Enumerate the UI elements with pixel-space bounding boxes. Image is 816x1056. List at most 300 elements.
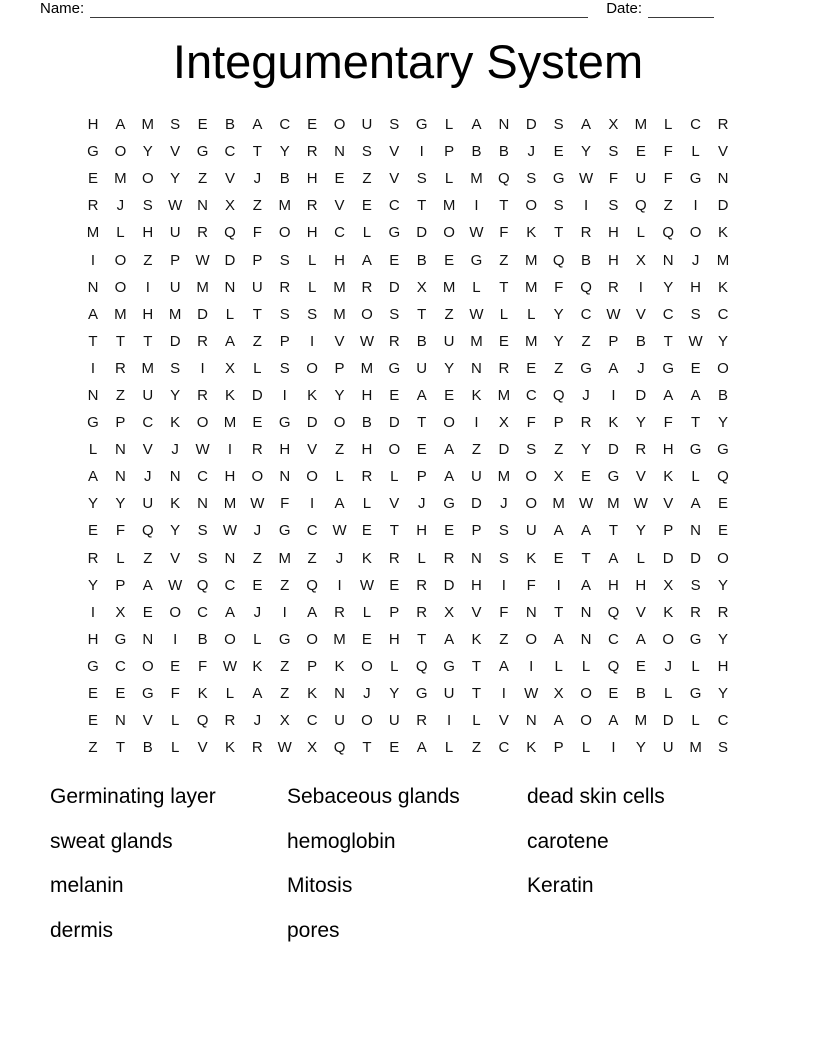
grid-cell: Y [444, 359, 455, 377]
word-list-item: Sebaceous glands [287, 785, 460, 809]
grid-cell: Z [499, 251, 509, 269]
grid-cell: E [252, 576, 263, 594]
grid-cell: T [143, 332, 153, 350]
grid-cell: U [169, 224, 181, 242]
grid-cell: X [115, 603, 126, 621]
grid-cell: Y [635, 739, 646, 757]
grid-cell: O [662, 630, 675, 648]
grid-cell: G [388, 359, 401, 377]
grid-cell: I [474, 414, 479, 432]
grid-cell: E [444, 386, 455, 404]
grid-cell: L [691, 468, 700, 486]
grid-cell: B [416, 332, 427, 350]
grid-cell: E [307, 116, 318, 134]
grid-cell: O [141, 657, 154, 675]
grid-cell: M [497, 386, 511, 404]
grid-cell: L [472, 278, 481, 296]
grid-cell: S [361, 143, 372, 161]
grid-cell: R [498, 359, 510, 377]
grid-cell: N [142, 630, 154, 648]
grid-cell: A [581, 576, 592, 594]
grid-cell: T [362, 739, 372, 757]
grid-cell: Y [88, 576, 99, 594]
grid-cell: M [716, 251, 730, 269]
grid-cell: K [717, 224, 728, 242]
grid-cell: R [416, 712, 428, 730]
grid-cell: O [114, 143, 127, 161]
grid-cell: J [253, 712, 262, 730]
grid-cell: I [638, 278, 643, 296]
grid-cell: G [87, 143, 99, 161]
grid-cell: I [529, 657, 534, 675]
grid-cell: G [552, 170, 565, 188]
grid-cell: R [197, 224, 208, 242]
grid-cell: T [554, 603, 564, 621]
grid-cell: W [633, 495, 648, 513]
grid-cell: Q [141, 522, 154, 540]
grid-cell: L [362, 495, 372, 513]
grid-cell: C [197, 468, 208, 486]
grid-cell: V [334, 332, 345, 350]
grid-cell: Z [663, 197, 673, 215]
grid-cell: M [141, 116, 155, 134]
grid-cell: K [170, 414, 181, 432]
grid-cell: W [688, 332, 703, 350]
grid-cell: Q [306, 576, 318, 594]
grid-cell: L [581, 657, 591, 675]
grid-cell: X [444, 603, 455, 621]
grid-cell: M [114, 170, 127, 188]
grid-cell: J [171, 441, 179, 459]
grid-cell: E [635, 143, 646, 161]
grid-cell: V [170, 143, 181, 161]
grid-cell: S [526, 441, 537, 459]
grid-cell: G [689, 441, 702, 459]
grid-cell: B [498, 143, 509, 161]
grid-cell: K [307, 386, 318, 404]
grid-cell: V [142, 712, 153, 730]
grid-cell: I [474, 197, 479, 215]
grid-cell: L [362, 603, 372, 621]
grid-cell: T [608, 522, 619, 540]
grid-cell: S [279, 305, 290, 323]
grid-cell: E [553, 143, 564, 161]
grid-cell: V [334, 197, 345, 215]
grid-cell: O [580, 685, 592, 703]
grid-cell: W [524, 685, 539, 703]
grid-cell: P [416, 468, 427, 486]
grid-cell: J [144, 468, 152, 486]
grid-cell: C [114, 657, 126, 675]
grid-cell: A [444, 468, 455, 486]
grid-cell: S [498, 549, 509, 567]
grid-cell: Y [717, 414, 728, 432]
grid-cell: N [197, 197, 208, 215]
grid-cell: I [693, 197, 698, 215]
grid-cell: J [582, 386, 590, 404]
grid-cell: E [416, 441, 427, 459]
grid-cell: G [607, 468, 620, 486]
grid-cell: T [417, 414, 427, 432]
grid-cell: L [225, 685, 235, 703]
grid-cell: J [637, 359, 645, 377]
grid-cell: U [251, 278, 263, 296]
grid-cell: I [310, 332, 315, 350]
word-list-column [287, 775, 527, 953]
grid-cell: M [442, 278, 456, 296]
grid-cell: U [443, 332, 455, 350]
grid-cell: T [471, 685, 482, 703]
grid-cell: F [115, 522, 125, 540]
grid-cell: G [87, 414, 99, 432]
grid-cell: R [306, 197, 318, 215]
grid-cell: U [443, 685, 455, 703]
grid-cell: O [361, 657, 373, 675]
grid-cell: L [307, 251, 317, 269]
grid-cell: R [197, 332, 208, 350]
grid-cell: H [717, 657, 729, 675]
grid-cell: Q [580, 278, 592, 296]
grid-cell: L [116, 549, 125, 567]
grid-cell: H [306, 170, 318, 188]
grid-cell: Y [717, 332, 728, 350]
grid-cell: N [580, 603, 592, 621]
grid-cell: H [224, 468, 236, 486]
grid-cell: P [279, 332, 290, 350]
grid-cell: P [553, 739, 564, 757]
grid-cell: U [388, 712, 400, 730]
grid-cell: G [87, 657, 99, 675]
grid-cell: E [361, 522, 372, 540]
grid-cell: N [471, 549, 482, 567]
date-input-line[interactable] [648, 2, 714, 18]
grid-cell: W [195, 441, 210, 459]
grid-cell: G [689, 630, 702, 648]
grid-cell: D [224, 251, 236, 269]
grid-cell: X [416, 278, 427, 296]
grid-cell: R [361, 468, 373, 486]
grid-cell: Y [663, 278, 674, 296]
grid-cell: Z [115, 386, 125, 404]
grid-cell: L [444, 739, 454, 757]
grid-cell: L [527, 305, 536, 323]
grid-cell: L [691, 712, 700, 730]
word-list-item: dermis [50, 918, 114, 942]
grid-cell: O [196, 414, 209, 432]
grid-cell: C [224, 143, 236, 161]
grid-cell: D [388, 278, 400, 296]
grid-cell: M [196, 278, 209, 296]
grid-cell: Z [581, 332, 591, 350]
grid-cell: B [416, 251, 427, 269]
grid-cell: A [444, 441, 455, 459]
grid-cell: N [169, 468, 181, 486]
grid-cell: L [444, 116, 454, 134]
grid-cell: M [525, 278, 538, 296]
grid-cell: Z [88, 739, 98, 757]
grid-cell: A [416, 739, 427, 757]
grid-cell: E [526, 359, 537, 377]
grid-cell: C [498, 739, 510, 757]
grid-cell: P [444, 143, 455, 161]
grid-cell: D [169, 332, 181, 350]
grid-cell: T [389, 522, 399, 540]
grid-cell: U [662, 739, 674, 757]
grid-cell: F [252, 224, 262, 242]
grid-cell: B [361, 414, 372, 432]
grid-cell: Q [717, 468, 729, 486]
grid-cell: M [634, 116, 648, 134]
grid-cell: D [662, 549, 674, 567]
grid-cell: G [415, 685, 428, 703]
grid-cell: S [690, 305, 701, 323]
grid-cell: E [389, 251, 400, 269]
grid-cell: F [663, 414, 673, 432]
grid-cell: G [278, 630, 291, 648]
grid-cell: Y [142, 143, 153, 161]
grid-cell: R [443, 549, 455, 567]
grid-cell: W [469, 305, 484, 323]
grid-cell: O [114, 278, 127, 296]
grid-cell: G [388, 224, 401, 242]
grid-cell: S [170, 359, 181, 377]
grid-cell: U [169, 278, 181, 296]
grid-cell: N [662, 251, 674, 269]
grid-cell: O [443, 224, 455, 242]
grid-cell: O [306, 359, 318, 377]
grid-cell: L [253, 359, 262, 377]
grid-cell: N [87, 386, 99, 404]
grid-cell: J [253, 603, 262, 621]
grid-cell: L [691, 657, 700, 675]
grid-cell: A [252, 685, 263, 703]
grid-cell: A [608, 712, 619, 730]
grid-cell: P [115, 576, 126, 594]
grid-cell: M [525, 251, 538, 269]
grid-cell: X [224, 359, 235, 377]
grid-cell: R [87, 197, 99, 215]
grid-cell: L [691, 143, 700, 161]
grid-cell: D [471, 495, 482, 513]
grid-cell: I [611, 739, 616, 757]
grid-cell: V [307, 441, 318, 459]
grid-cell: E [88, 685, 99, 703]
grid-cell: F [663, 170, 673, 188]
grid-cell: X [635, 251, 646, 269]
grid-cell: O [114, 251, 127, 269]
grid-cell: E [635, 657, 646, 675]
word-list-item: sweat glands [50, 829, 173, 853]
grid-cell: X [279, 712, 290, 730]
grid-cell: W [469, 224, 484, 242]
grid-cell: H [662, 441, 674, 459]
grid-cell: L [116, 224, 125, 242]
grid-cell: D [635, 386, 647, 404]
name-label: Name: [40, 0, 85, 17]
grid-cell: T [88, 332, 98, 350]
grid-cell: C [388, 197, 400, 215]
grid-cell: H [87, 630, 99, 648]
grid-cell: L [417, 549, 426, 567]
grid-cell: K [197, 685, 208, 703]
grid-cell: C [662, 305, 674, 323]
grid-cell: I [90, 251, 96, 269]
grid-cell: O [169, 603, 182, 621]
grid-cell: Y [170, 170, 181, 188]
word-list-item: melanin [50, 874, 124, 898]
grid-cell: L [390, 657, 399, 675]
grid-cell: N [717, 170, 729, 188]
grid-cell: Z [143, 251, 153, 269]
grid-cell: L [499, 305, 509, 323]
grid-cell: O [525, 495, 538, 513]
grid-cell: Z [307, 549, 317, 567]
grid-cell: Z [197, 170, 208, 188]
grid-cell: I [90, 359, 96, 377]
grid-cell: N [525, 712, 537, 730]
grid-cell: I [227, 441, 233, 459]
grid-cell: W [359, 332, 374, 350]
grid-cell: M [470, 170, 483, 188]
grid-cell: A [608, 359, 619, 377]
date-label: Date: [606, 0, 643, 17]
grid-cell: V [717, 143, 728, 161]
grid-cell: L [253, 630, 262, 648]
grid-cell: E [334, 170, 345, 188]
grid-cell: M [634, 712, 648, 730]
grid-cell: E [170, 657, 181, 675]
grid-cell: E [88, 522, 99, 540]
grid-cell: A [581, 116, 592, 134]
grid-cell: C [279, 116, 291, 134]
grid-cell: Q [607, 603, 620, 621]
grid-cell: A [88, 468, 99, 486]
grid-cell: H [306, 224, 318, 242]
grid-cell: E [361, 630, 372, 648]
grid-cell: T [581, 549, 591, 567]
grid-cell: R [87, 549, 99, 567]
grid-cell: Q [607, 657, 620, 675]
grid-cell: S [389, 116, 400, 134]
word-list [50, 775, 786, 953]
grid-cell: E [88, 170, 99, 188]
grid-cell: A [334, 495, 345, 513]
grid-cell: Z [252, 549, 262, 567]
grid-cell: R [388, 332, 400, 350]
grid-cell: R [251, 739, 263, 757]
grid-cell: I [556, 576, 561, 594]
grid-cell: K [471, 386, 482, 404]
grid-cell: N [224, 549, 236, 567]
grid-cell: A [444, 630, 455, 648]
grid-cell: M [333, 305, 346, 323]
grid-cell: R [580, 414, 592, 432]
grid-cell: S [553, 197, 564, 215]
grid-cell: E [690, 359, 701, 377]
grid-cell: D [525, 116, 537, 134]
grid-cell: E [389, 739, 400, 757]
grid-cell: F [280, 495, 290, 513]
grid-cell: Z [280, 685, 290, 703]
grid-cell: S [608, 197, 619, 215]
grid-cell: B [471, 143, 482, 161]
grid-cell: M [470, 332, 483, 350]
grid-cell: B [581, 251, 592, 269]
grid-cell: I [337, 576, 342, 594]
grid-cell: A [115, 116, 126, 134]
grid-cell: R [197, 386, 208, 404]
grid-cell: A [553, 522, 564, 540]
grid-cell: I [145, 278, 150, 296]
grid-cell: R [690, 603, 702, 621]
grid-cell: Y [279, 143, 290, 161]
grid-cell: R [361, 278, 373, 296]
grid-cell: G [415, 116, 428, 134]
grid-cell: T [417, 305, 427, 323]
grid-cell: A [307, 603, 318, 621]
grid-cell: I [310, 495, 315, 513]
word-grid [79, 111, 736, 761]
grid-cell: J [500, 495, 508, 513]
grid-cell: L [472, 712, 481, 730]
grid-cell: O [333, 414, 346, 432]
grid-cell: Q [196, 576, 209, 594]
grid-cell: W [578, 495, 594, 513]
grid-cell: M [442, 197, 456, 215]
grid-cell: L [171, 712, 180, 730]
grid-cell: K [252, 657, 263, 675]
name-input-line[interactable] [90, 2, 588, 18]
grid-cell: G [470, 251, 483, 269]
grid-cell: A [224, 603, 235, 621]
grid-cell: A [608, 549, 619, 567]
grid-cell: R [580, 224, 592, 242]
grid-cell: G [114, 630, 127, 648]
grid-cell: C [608, 630, 619, 648]
grid-cell: R [717, 116, 729, 134]
grid-cell: A [471, 116, 482, 134]
grid-cell: Q [196, 712, 209, 730]
grid-cell: Y [115, 495, 126, 513]
grid-cell: T [115, 332, 125, 350]
grid-cell: E [717, 495, 728, 513]
grid-cell: R [635, 441, 647, 459]
grid-cell: V [389, 143, 400, 161]
grid-cell: H [142, 305, 154, 323]
grid-cell: I [282, 603, 287, 621]
grid-cell: Y [553, 332, 564, 350]
grid-cell: C [306, 522, 318, 540]
word-list-item: Keratin [527, 874, 594, 898]
grid-cell: L [225, 305, 235, 323]
grid-cell: S [416, 170, 427, 188]
grid-cell: F [499, 224, 509, 242]
grid-cell: H [87, 116, 99, 134]
grid-cell: M [223, 495, 237, 513]
word-list-item: hemoglobin [287, 829, 396, 853]
grid-cell: E [389, 576, 400, 594]
grid-cell: O [443, 414, 455, 432]
grid-cell: J [664, 657, 672, 675]
grid-cell: S [389, 305, 400, 323]
grid-cell: F [663, 143, 673, 161]
grid-cell: W [332, 522, 347, 540]
grid-cell: A [690, 386, 701, 404]
grid-cell: Y [717, 685, 728, 703]
grid-cell: T [252, 305, 262, 323]
grid-cell: X [608, 116, 619, 134]
grid-cell: D [416, 224, 428, 242]
